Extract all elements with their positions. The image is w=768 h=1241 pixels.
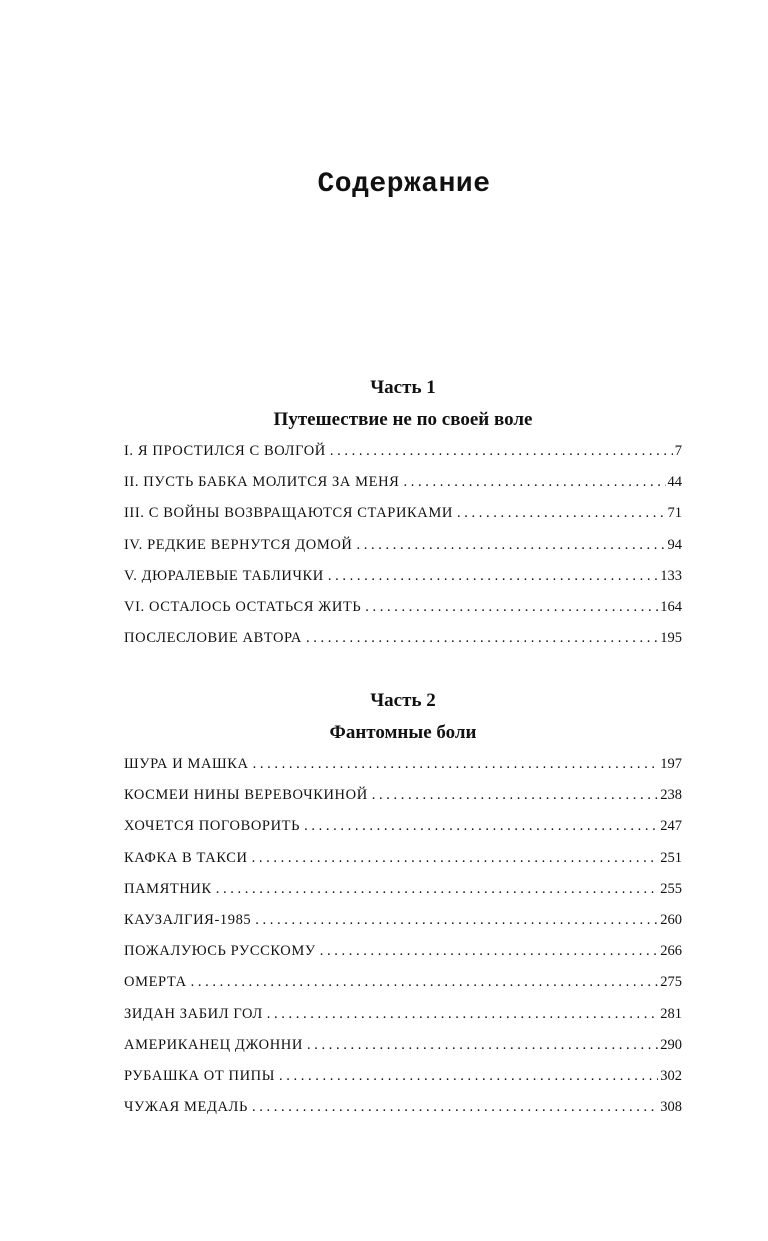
toc-entry-title: VI. ОСТАЛОСЬ ОСТАТЬСЯ ЖИТЬ xyxy=(124,598,362,615)
toc-entry-page: 197 xyxy=(660,756,682,772)
toc-entry[interactable] xyxy=(124,1066,682,1097)
toc-entry-title: ХОЧЕТСЯ ПОГОВОРИТЬ xyxy=(124,818,301,835)
toc-entry[interactable] xyxy=(124,848,682,879)
toc-entry-page: 260 xyxy=(660,911,682,928)
toc-entry[interactable] xyxy=(124,754,682,785)
dot-leader xyxy=(306,628,658,648)
toc-entry-title: ЧУЖАЯ МЕДАЛЬ xyxy=(124,1099,248,1116)
dot-leader xyxy=(403,472,665,492)
dot-leader xyxy=(253,754,659,774)
dot-leader xyxy=(252,848,659,868)
toc-entry-title: ПАМЯТНИК xyxy=(124,880,212,897)
toc-entry-title: IV. РЕДКИЕ ВЕРНУТСЯ ДОМОЙ xyxy=(124,536,353,553)
dot-leader xyxy=(304,816,658,836)
toc-entry-title: II. ПУСТЬ БАБКА МОЛИТСЯ ЗА МЕНЯ xyxy=(124,474,400,491)
toc-entry[interactable] xyxy=(124,879,682,910)
toc-part-2 xyxy=(124,688,682,1128)
page-title: Содержание xyxy=(317,168,491,200)
dot-leader xyxy=(457,503,666,523)
toc-entry[interactable] xyxy=(124,941,682,972)
toc-entry-page: 308 xyxy=(660,1099,682,1116)
toc-entry-page: 94 xyxy=(667,536,682,553)
toc-entry-title: V. ДЮРАЛЕВЫЕ ТАБЛИЧКИ xyxy=(124,567,324,584)
dot-leader xyxy=(255,910,658,930)
toc-entry-title: III. С ВОЙНЫ ВОЗВРАЩАЮТСЯ СТАРИКАМИ xyxy=(124,505,453,522)
toc-entry[interactable] xyxy=(124,535,682,566)
toc-entry-page: 7 xyxy=(674,443,682,459)
toc-entry-title: ШУРА И МАШКА xyxy=(124,756,249,772)
toc-entry[interactable] xyxy=(124,785,682,816)
dot-leader xyxy=(328,566,658,586)
toc-entry[interactable] xyxy=(124,566,682,597)
part-subtitle: Путешествие не по своей воле xyxy=(273,409,533,430)
toc-entry[interactable] xyxy=(124,910,682,941)
toc-entry-title: АМЕРИКАНЕЦ ДЖОННИ xyxy=(124,1036,303,1053)
part-subtitle: Фантомные боли xyxy=(329,722,477,743)
dot-leader xyxy=(356,535,665,555)
toc-entry-page: 251 xyxy=(660,849,682,866)
toc-entry[interactable] xyxy=(124,472,682,503)
toc-entry-page: 302 xyxy=(660,1067,682,1084)
dot-leader xyxy=(267,1004,658,1024)
toc-entry[interactable] xyxy=(124,1004,682,1035)
toc-part-1 xyxy=(124,375,682,659)
dot-leader xyxy=(320,941,659,961)
dot-leader xyxy=(372,785,658,805)
toc-entry-page: 71 xyxy=(667,505,682,522)
toc-entry-page: 290 xyxy=(660,1036,682,1053)
toc-entry[interactable] xyxy=(124,597,682,628)
toc-list xyxy=(124,441,682,659)
toc-entry-page: 255 xyxy=(660,880,682,897)
part-heading: Часть 2 xyxy=(370,690,436,711)
toc-entry-page: 164 xyxy=(660,598,682,615)
dot-leader xyxy=(307,1035,658,1055)
toc-entry-page: 44 xyxy=(667,474,682,491)
toc-entry-title: КОСМЕИ НИНЫ ВЕРЕВОЧКИНОЙ xyxy=(124,787,368,804)
dot-leader xyxy=(279,1066,658,1086)
toc-entry-title: ПОСЛЕСЛОВИЕ АВТОРА xyxy=(124,630,302,647)
toc-entry-page: 133 xyxy=(660,567,682,584)
toc-entry-title: КАУЗАЛГИЯ-1985 xyxy=(124,911,252,928)
toc-entry-title: РУБАШКА ОТ ПИПЫ xyxy=(124,1067,275,1084)
toc-entry[interactable] xyxy=(124,1035,682,1066)
dot-leader xyxy=(191,972,659,992)
dot-leader xyxy=(252,1097,658,1117)
toc-entry-page: 195 xyxy=(660,630,682,647)
toc-entry-title: ПОЖАЛУЮСЬ РУССКОМУ xyxy=(124,943,316,960)
toc-entry[interactable] xyxy=(124,972,682,1003)
dot-leader xyxy=(216,879,658,899)
toc-entry-page: 266 xyxy=(660,943,682,960)
toc-entry[interactable] xyxy=(124,441,682,472)
toc-entry-page: 247 xyxy=(660,818,682,835)
dot-leader xyxy=(365,597,658,617)
toc-entry[interactable] xyxy=(124,503,682,534)
toc-entry-title: ОМЕРТА xyxy=(124,974,187,991)
toc-entry[interactable] xyxy=(124,816,682,847)
toc-entry[interactable] xyxy=(124,1097,682,1128)
part-heading: Часть 1 xyxy=(370,377,436,398)
toc-entry-page: 238 xyxy=(660,787,682,804)
toc-list xyxy=(124,754,682,1128)
toc-entry-page: 275 xyxy=(660,974,682,991)
toc-entry-title: I. Я ПРОСТИЛСЯ С ВОЛГОЙ xyxy=(124,443,326,459)
toc-entry-title: КАФКА В ТАКСИ xyxy=(124,849,248,866)
toc-entry-page: 281 xyxy=(660,1005,682,1022)
toc-entry-title: ЗИДАН ЗАБИЛ ГОЛ xyxy=(124,1005,263,1022)
dot-leader xyxy=(330,441,673,461)
toc-entry[interactable] xyxy=(124,628,682,659)
